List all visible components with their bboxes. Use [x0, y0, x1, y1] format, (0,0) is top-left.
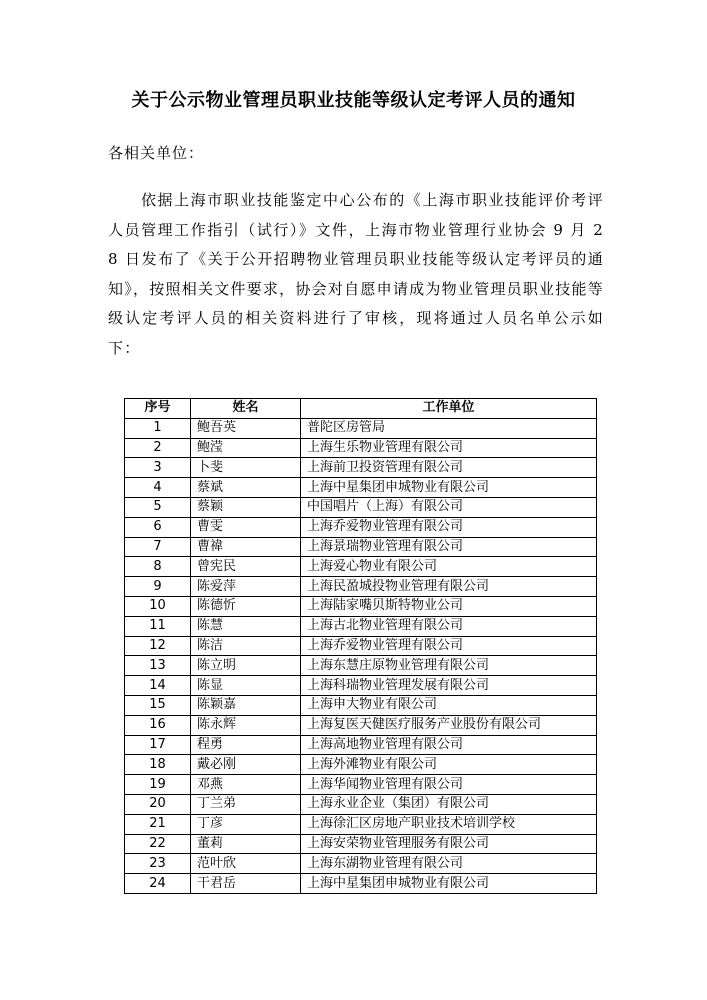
- row-name: 鲍滢: [191, 438, 301, 458]
- table-row: [125, 438, 597, 458]
- row-index: 8: [125, 557, 191, 577]
- table-row: [125, 656, 597, 676]
- row-index: 10: [125, 596, 191, 616]
- row-workplace: 上海东湖物业管理有限公司: [301, 854, 597, 874]
- row-name: 曹禕: [191, 537, 301, 557]
- row-name: 蔡斌: [191, 478, 301, 498]
- row-workplace: 上海复医天健医疗服务产业股份有限公司: [301, 715, 597, 735]
- header-workplace: 工作单位: [301, 399, 597, 419]
- body-paragraph: 依据上海市职业技能鉴定中心公布的《上海市职业技能评价考评人员管理工作指引（试行）》文件，上海市物业管理行业协会 9 月 28 日发布了《关于公开招聘物业管理员职业技能等级认定考评员的通知》，按照相关文件要求，协会对自愿申请成为物业管理员职业技能等级认定考评人员的相关资料进行了审核，现将通过人员名单公示如下：: [108, 191, 604, 357]
- row-name: 陈颖嘉: [191, 695, 301, 715]
- row-workplace: 上海徐汇区房地产职业技术培训学校: [301, 814, 597, 834]
- row-name: 蔡颖: [191, 497, 301, 517]
- table-row: [125, 418, 597, 438]
- table-row: [125, 676, 597, 696]
- row-workplace: 上海生乐物业管理有限公司: [301, 438, 597, 458]
- row-index: 17: [125, 735, 191, 755]
- row-workplace: 上海中星集团申城物业有限公司: [301, 478, 597, 498]
- row-workplace: 上海中星集团申城物业有限公司: [301, 874, 597, 894]
- row-workplace: 上海古北物业管理有限公司: [301, 616, 597, 636]
- row-index: 11: [125, 616, 191, 636]
- row-name: 戴必刚: [191, 755, 301, 775]
- personnel-table: [124, 398, 597, 894]
- row-workplace: 上海永业企业（集团）有限公司: [301, 794, 597, 814]
- row-workplace: 中国唱片（上海）有限公司: [301, 497, 597, 517]
- row-name: 程勇: [191, 735, 301, 755]
- row-workplace: 上海乔爱物业管理有限公司: [301, 636, 597, 656]
- table-row: [125, 557, 597, 577]
- row-name: 卜斐: [191, 458, 301, 478]
- table-row: [125, 834, 597, 854]
- row-workplace: 上海东慧庄原物业管理有限公司: [301, 656, 597, 676]
- row-index: 24: [125, 874, 191, 894]
- table-row: [125, 794, 597, 814]
- row-workplace: 普陀区房管局: [301, 418, 597, 438]
- row-workplace: 上海陆家嘴贝斯特物业公司: [301, 596, 597, 616]
- table-row: [125, 695, 597, 715]
- row-workplace: 上海华闻物业管理有限公司: [301, 775, 597, 795]
- row-name: 丁兰弟: [191, 794, 301, 814]
- row-index: 4: [125, 478, 191, 498]
- table-row: [125, 636, 597, 656]
- row-index: 13: [125, 656, 191, 676]
- row-name: 陈慧: [191, 616, 301, 636]
- row-index: 18: [125, 755, 191, 775]
- header-index: 序号: [125, 399, 191, 419]
- table-row: [125, 616, 597, 636]
- table-row: [125, 458, 597, 478]
- row-index: 1: [125, 418, 191, 438]
- row-workplace: 上海申大物业有限公司: [301, 695, 597, 715]
- table-row: [125, 735, 597, 755]
- row-index: 6: [125, 517, 191, 537]
- row-name: 范叶欣: [191, 854, 301, 874]
- table-row: [125, 517, 597, 537]
- row-index: 12: [125, 636, 191, 656]
- row-name: 曾宪民: [191, 557, 301, 577]
- row-name: 陈永辉: [191, 715, 301, 735]
- table-row: [125, 577, 597, 597]
- row-name: 陈爱萍: [191, 577, 301, 597]
- row-name: 董莉: [191, 834, 301, 854]
- row-index: 15: [125, 695, 191, 715]
- salutation: 各相关单位：: [108, 144, 205, 162]
- row-workplace: 上海外滩物业有限公司: [301, 755, 597, 775]
- table-row: [125, 715, 597, 735]
- row-name: 陈德忻: [191, 596, 301, 616]
- row-index: 7: [125, 537, 191, 557]
- row-name: 陈显: [191, 676, 301, 696]
- row-name: 邓燕: [191, 775, 301, 795]
- row-name: 陈立明: [191, 656, 301, 676]
- row-workplace: 上海高地物业管理有限公司: [301, 735, 597, 755]
- row-index: 22: [125, 834, 191, 854]
- table-header-row: [125, 399, 597, 419]
- table-row: [125, 537, 597, 557]
- table-row: [125, 874, 597, 894]
- row-workplace: 上海民盈城投物业管理有限公司: [301, 577, 597, 597]
- document-title: 关于公示物业管理员职业技能等级认定考评人员的通知: [131, 90, 576, 111]
- row-name: 曹雯: [191, 517, 301, 537]
- row-index: 19: [125, 775, 191, 795]
- row-workplace: 上海景瑞物业管理有限公司: [301, 537, 597, 557]
- table-row: [125, 755, 597, 775]
- row-workplace: 上海安荣物业管理服务有限公司: [301, 834, 597, 854]
- row-index: 21: [125, 814, 191, 834]
- row-index: 16: [125, 715, 191, 735]
- row-workplace: 上海科瑞物业管理发展有限公司: [301, 676, 597, 696]
- row-index: 9: [125, 577, 191, 597]
- table-row: [125, 478, 597, 498]
- table-row: [125, 497, 597, 517]
- table-row: [125, 596, 597, 616]
- row-index: 5: [125, 497, 191, 517]
- row-workplace: 上海乔爱物业管理有限公司: [301, 517, 597, 537]
- row-name: 陈洁: [191, 636, 301, 656]
- table-row: [125, 854, 597, 874]
- table-body: [125, 418, 597, 893]
- row-name: 鲍吾英: [191, 418, 301, 438]
- row-workplace: 上海前卫投资管理有限公司: [301, 458, 597, 478]
- row-index: 23: [125, 854, 191, 874]
- row-name: 丁彦: [191, 814, 301, 834]
- row-index: 20: [125, 794, 191, 814]
- row-index: 2: [125, 438, 191, 458]
- row-index: 14: [125, 676, 191, 696]
- header-name: 姓名: [191, 399, 301, 419]
- row-workplace: 上海爱心物业有限公司: [301, 557, 597, 577]
- row-index: 3: [125, 458, 191, 478]
- table-row: [125, 814, 597, 834]
- table-row: [125, 775, 597, 795]
- row-name: 干君岳: [191, 874, 301, 894]
